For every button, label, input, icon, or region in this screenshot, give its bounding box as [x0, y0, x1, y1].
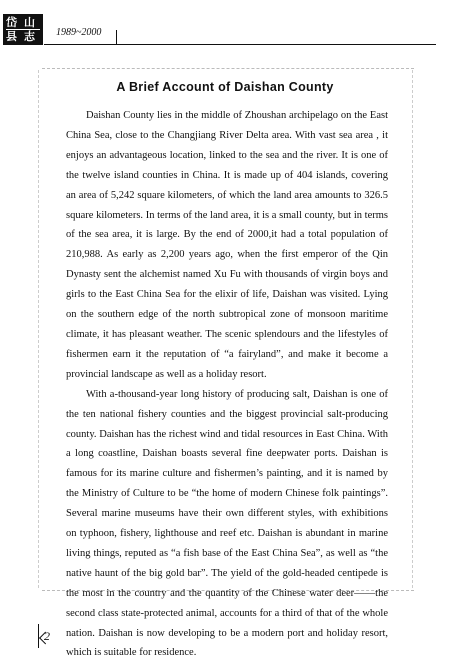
logo-char: 县 [6, 30, 17, 43]
logo-char: 岱 [6, 16, 17, 29]
logo-char: 志 [24, 30, 35, 43]
decorative-border-right [412, 70, 413, 588]
page-number: 2 [44, 629, 50, 643]
header-rule [44, 44, 436, 45]
paragraph-1: Daishan County lies in the middle of Zhoushan archipelago on the East China Sea, close to the Changjiang River Delta area. With vast sea area , it enjoys an advantageous location, linked to the sea and the river. It is one of the twelve island counties in China. It is made up of 404 islands, covering an area of 5,242 square kilometers, of which the land area amounts to 326.5 square kilometers. In terms of the land area, it is a small county, but in terms of the sea area, it is large. By the end of 2000,it had a total population of 210,988. As early as 2,200 years ago, when the first emperor of the Qin Dynasty sent the alchemist named Xu Fu with thousands of virgin boys and girls to the East China Sea for the elixir of life, Daishan was visited. Lying on the southern edge of the north subtropical zone of monsoon maritime climate, it has pleasant weather. The scenic splendours and the lifestyles of fishermen earn it the reputation of “a fairyland”, and make it become a provincial landscape as well as a holiday resort. [66, 110, 388, 380]
decorative-border-top [42, 68, 414, 69]
header-divider-tick [116, 30, 117, 45]
county-annals-logo [3, 14, 43, 45]
paragraph-2: With a-thousand-year long history of producing salt, Daishan is one of the ten national fishery counties and the biggest provincial salt-producing county. Daishan has the richest wind and tidal resources in East China. With a long coastline, Daishan boasts several fine deepwater ports. Daishan is famous for its marine culture and fishermen’s painting, and it is named by the Ministry of Culture to be “the home of modern Chinese folk paintings”. Several marine museums have their own different styles, with exhibitions on typhoon, fishery, lighthouse and reef etc. Daishan is abundant in marine living things, reputed as “a fish base of the East China Sea”, as well as “the native haunt of the big gold bar”. The yield of the gold-headed centipede is the most in the country and the quantity of the Chinese water deer——the second class state-protected animal, accounts for a third of that of the whole nation. Daishan is now developing to be a modern port and holiday resort, which is suitable for residence. [66, 388, 388, 659]
header-years: 1989~2000 [56, 27, 102, 38]
page-header [0, 0, 450, 48]
logo-char: 山 [24, 16, 35, 29]
decorative-border-left [38, 70, 39, 588]
page-number-marker [38, 624, 60, 650]
article-title: A Brief Account of Daishan County [116, 80, 334, 94]
article-body [66, 106, 388, 663]
